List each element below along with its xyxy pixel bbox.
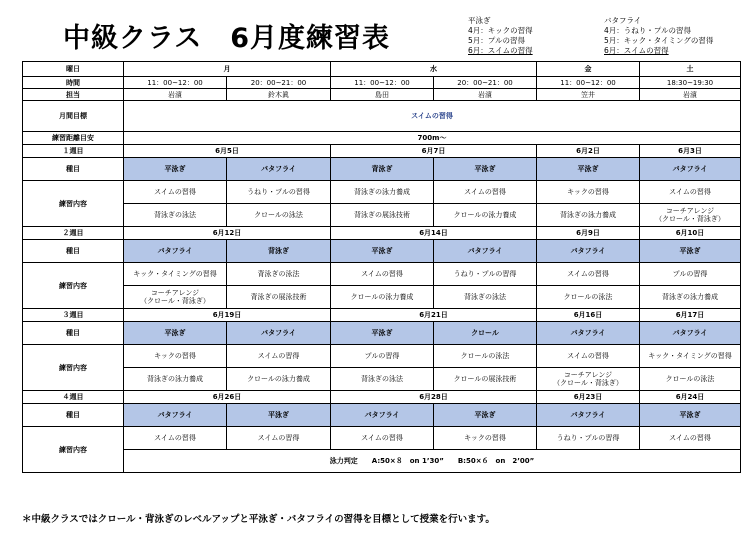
stroke-cell: 背泳ぎ bbox=[331, 158, 434, 181]
stroke-cell: バタフライ bbox=[640, 322, 741, 345]
note-line: 6月：スイムの習得 bbox=[604, 46, 669, 55]
breaststroke-goals bbox=[468, 16, 533, 56]
staff-cell: 島田 bbox=[331, 89, 434, 101]
week-date-row bbox=[23, 145, 741, 158]
content-cell: クロールの泳法 bbox=[434, 345, 537, 368]
content-cell: クロールの泳法 bbox=[640, 368, 741, 391]
time-cell: 11：00~12：00 bbox=[124, 77, 227, 89]
date-wed: 6月7日 bbox=[331, 145, 537, 158]
week-label: ３週目 bbox=[23, 309, 124, 322]
staff-label: 担当 bbox=[23, 89, 124, 101]
content-cell: 背泳ぎの泳法 bbox=[434, 286, 537, 309]
content-cell: コーチアレンジ （クロール・背泳ぎ） bbox=[640, 204, 741, 227]
content-cell: クロールの泳力養成 bbox=[434, 204, 537, 227]
distance-row bbox=[23, 132, 741, 145]
time-cell: 20：00~21：00 bbox=[227, 77, 331, 89]
date-sat: 6月10日 bbox=[640, 227, 741, 240]
stroke-cell: バタフライ bbox=[537, 404, 640, 427]
note-line: バタフライ bbox=[604, 16, 642, 25]
stroke-cell: バタフライ bbox=[640, 158, 741, 181]
stroke-cell: 平泳ぎ bbox=[331, 240, 434, 263]
content-cell: 背泳ぎの展泳技術 bbox=[227, 286, 331, 309]
goal-row bbox=[23, 101, 741, 132]
content-cell: クロールの泳力養成 bbox=[331, 286, 434, 309]
stroke-row bbox=[23, 240, 741, 263]
stroke-cell: 背泳ぎ bbox=[227, 240, 331, 263]
content-cell: スイムの習得 bbox=[331, 427, 434, 450]
content-label: 練習内容 bbox=[23, 181, 124, 227]
stroke-cell: 平泳ぎ bbox=[434, 158, 537, 181]
day-mon: 月 bbox=[124, 62, 331, 77]
content-row bbox=[23, 181, 741, 204]
swim-test: 泳力判定 A:50×８ on 1’30” B:50×６ on 2’00” bbox=[124, 450, 741, 473]
note-line: 4月：うねり・プルの習得 bbox=[604, 26, 691, 35]
content-row bbox=[23, 286, 741, 309]
content-cell: 背泳ぎの泳力養成 bbox=[640, 286, 741, 309]
stroke-cell: バタフライ bbox=[124, 404, 227, 427]
content-cell: 背泳ぎの泳法 bbox=[227, 263, 331, 286]
stroke-cell: 平泳ぎ bbox=[640, 240, 741, 263]
distance-label: 練習距離目安 bbox=[23, 132, 124, 145]
stroke-cell: 平泳ぎ bbox=[331, 322, 434, 345]
content-row bbox=[23, 345, 741, 368]
content-cell: スイムの習得 bbox=[640, 427, 741, 450]
staff-cell: 岩濱 bbox=[124, 89, 227, 101]
page-title: 中級クラス 6月度練習表 bbox=[63, 23, 390, 54]
distance-value: 700m～ bbox=[124, 132, 741, 145]
date-wed: 6月21日 bbox=[331, 309, 537, 322]
weekday-row bbox=[23, 62, 741, 77]
content-cell: スイムの習得 bbox=[331, 263, 434, 286]
staff-cell: 岩濱 bbox=[640, 89, 741, 101]
content-cell: 背泳ぎの泳力養成 bbox=[124, 368, 227, 391]
time-row bbox=[23, 77, 741, 89]
content-cell: 背泳ぎの泳力養成 bbox=[537, 204, 640, 227]
note-line: 6月：スイムの習得 bbox=[468, 46, 533, 55]
day-wed: 水 bbox=[331, 62, 537, 77]
staff-cell: 岩濱 bbox=[434, 89, 537, 101]
content-row bbox=[23, 368, 741, 391]
kind-label: 種目 bbox=[23, 240, 124, 263]
stroke-cell: バタフライ bbox=[124, 240, 227, 263]
date-sat: 6月17日 bbox=[640, 309, 741, 322]
content-cell: スイムの習得 bbox=[640, 181, 741, 204]
content-cell: スイムの習得 bbox=[434, 181, 537, 204]
content-cell: うねり・プルの習得 bbox=[227, 181, 331, 204]
content-cell: スイムの習得 bbox=[227, 427, 331, 450]
stroke-cell: 平泳ぎ bbox=[124, 158, 227, 181]
stroke-cell: 平泳ぎ bbox=[227, 404, 331, 427]
weekday-label: 曜日 bbox=[23, 62, 124, 77]
week-label: ２週目 bbox=[23, 227, 124, 240]
date-fri: 6月2日 bbox=[537, 145, 640, 158]
content-cell: 背泳ぎの泳力養成 bbox=[331, 181, 434, 204]
content-label: 練習内容 bbox=[23, 345, 124, 391]
week-date-row bbox=[23, 309, 741, 322]
day-sat: 土 bbox=[640, 62, 741, 77]
content-cell: スイムの習得 bbox=[227, 345, 331, 368]
note-line: 4月：キックの習得 bbox=[468, 26, 533, 35]
stroke-cell: 平泳ぎ bbox=[640, 404, 741, 427]
note-line: 5月：プルの習得 bbox=[468, 36, 525, 45]
date-sat: 6月24日 bbox=[640, 391, 741, 404]
content-cell: キックの習得 bbox=[537, 181, 640, 204]
date-wed: 6月14日 bbox=[331, 227, 537, 240]
staff-cell: 鈴木眞 bbox=[227, 89, 331, 101]
stroke-cell: バタフライ bbox=[331, 404, 434, 427]
stroke-cell: バタフライ bbox=[434, 240, 537, 263]
content-cell: スイムの習得 bbox=[124, 181, 227, 204]
stroke-cell: 平泳ぎ bbox=[537, 158, 640, 181]
date-mon: 6月26日 bbox=[124, 391, 331, 404]
stroke-cell: バタフライ bbox=[537, 322, 640, 345]
date-fri: 6月9日 bbox=[537, 227, 640, 240]
content-cell: スイムの習得 bbox=[537, 345, 640, 368]
content-cell: キックの習得 bbox=[124, 345, 227, 368]
date-mon: 6月5日 bbox=[124, 145, 331, 158]
week-label: ４週目 bbox=[23, 391, 124, 404]
butterfly-goals bbox=[604, 16, 713, 56]
content-row bbox=[23, 204, 741, 227]
date-mon: 6月12日 bbox=[124, 227, 331, 240]
content-cell: キック・タイミングの習得 bbox=[640, 345, 741, 368]
date-fri: 6月23日 bbox=[537, 391, 640, 404]
content-cell: プルの習得 bbox=[331, 345, 434, 368]
kind-label: 種目 bbox=[23, 404, 124, 427]
content-cell: 背泳ぎの泳法 bbox=[331, 368, 434, 391]
date-wed: 6月28日 bbox=[331, 391, 537, 404]
content-cell: スイムの習得 bbox=[124, 427, 227, 450]
time-cell: 11：00~12：00 bbox=[537, 77, 640, 89]
content-cell: コーチアレンジ （クロール・背泳ぎ） bbox=[124, 286, 227, 309]
content-cell: クロールの泳法 bbox=[227, 204, 331, 227]
staff-row bbox=[23, 89, 741, 101]
judge-row bbox=[23, 450, 741, 473]
stroke-row bbox=[23, 158, 741, 181]
staff-cell: 笠井 bbox=[537, 89, 640, 101]
stroke-cell: 平泳ぎ bbox=[124, 322, 227, 345]
stroke-cell: 平泳ぎ bbox=[434, 404, 537, 427]
footnote: ＊中級クラスではクロール・背泳ぎのレベルアップと平泳ぎ・バタフライの習得を目標として授業を行います。 bbox=[22, 514, 495, 525]
monthly-goal: スイムの習得 bbox=[124, 101, 741, 132]
content-cell: クロールの展泳技術 bbox=[434, 368, 537, 391]
content-row bbox=[23, 427, 741, 450]
time-cell: 18:30~19:30 bbox=[640, 77, 741, 89]
week-label: １週目 bbox=[23, 145, 124, 158]
content-cell: うねり・プルの習得 bbox=[537, 427, 640, 450]
content-cell: プルの習得 bbox=[640, 263, 741, 286]
date-mon: 6月19日 bbox=[124, 309, 331, 322]
content-cell: 背泳ぎの展泳技術 bbox=[331, 204, 434, 227]
content-cell: クロールの泳法 bbox=[537, 286, 640, 309]
content-cell: クロールの泳力養成 bbox=[227, 368, 331, 391]
date-fri: 6月16日 bbox=[537, 309, 640, 322]
kind-label: 種目 bbox=[23, 322, 124, 345]
note-line: 5月：キック・タイミングの習得 bbox=[604, 36, 714, 45]
kind-label: 種目 bbox=[23, 158, 124, 181]
time-label: 時間 bbox=[23, 77, 124, 89]
content-label: 練習内容 bbox=[23, 263, 124, 309]
stroke-cell: バタフライ bbox=[227, 158, 331, 181]
stroke-cell: バタフライ bbox=[227, 322, 331, 345]
time-cell: 20：00~21：00 bbox=[434, 77, 537, 89]
content-row bbox=[23, 263, 741, 286]
content-cell: コーチアレンジ （クロール・背泳ぎ） bbox=[537, 368, 640, 391]
content-cell: スイムの習得 bbox=[537, 263, 640, 286]
week-date-row bbox=[23, 391, 741, 404]
stroke-cell: バタフライ bbox=[537, 240, 640, 263]
stroke-cell: クロール bbox=[434, 322, 537, 345]
content-cell: うねり・プルの習得 bbox=[434, 263, 537, 286]
note-line: 平泳ぎ bbox=[468, 16, 491, 25]
time-cell: 11：00~12：00 bbox=[331, 77, 434, 89]
week-date-row bbox=[23, 227, 741, 240]
day-fri: 金 bbox=[537, 62, 640, 77]
content-label: 練習内容 bbox=[23, 427, 124, 473]
goal-label: 月間目標 bbox=[23, 101, 124, 132]
content-cell: 背泳ぎの泳法 bbox=[124, 204, 227, 227]
schedule-table bbox=[22, 61, 741, 473]
content-cell: キック・タイミングの習得 bbox=[124, 263, 227, 286]
content-cell: キックの習得 bbox=[434, 427, 537, 450]
stroke-row bbox=[23, 404, 741, 427]
date-sat: 6月3日 bbox=[640, 145, 741, 158]
stroke-row bbox=[23, 322, 741, 345]
